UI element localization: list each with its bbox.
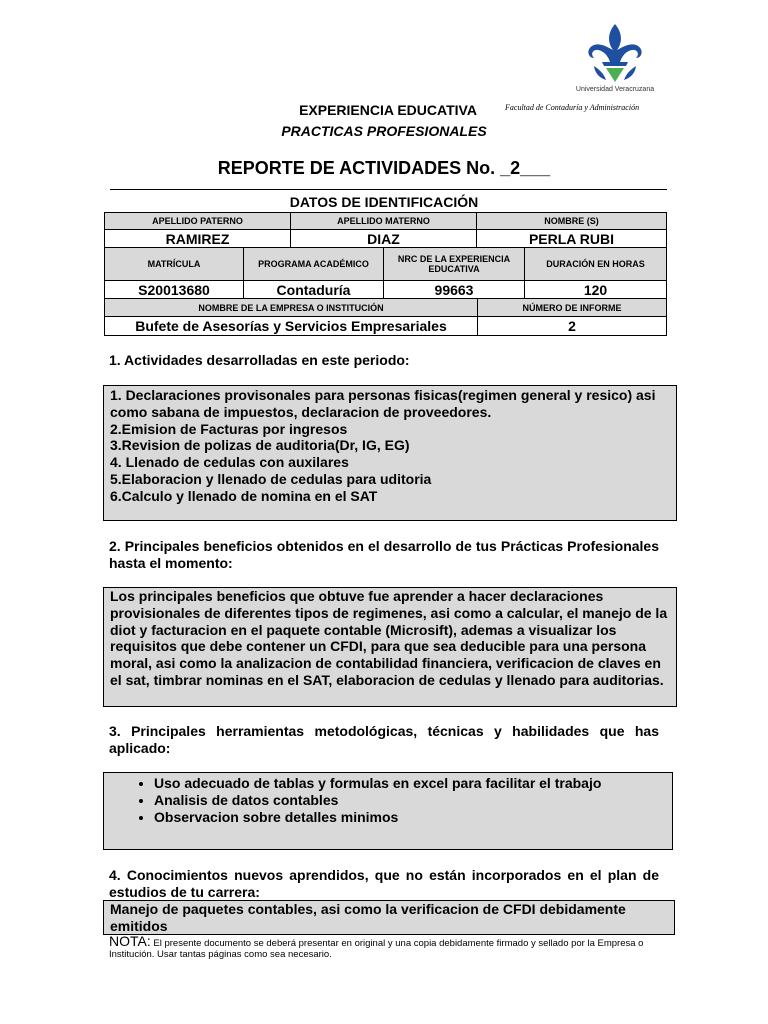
answer-3-list — [110, 775, 666, 825]
label-nrc: NRC DE LA EXPERIENCIA EDUCATIVA — [384, 248, 525, 281]
answer-2-box — [103, 587, 677, 707]
divider — [110, 189, 667, 190]
question-3: 3. Principales herramientas metodológicas, técnicas y habilidades que has aplicado: — [109, 723, 659, 756]
value-duracion: 120 — [525, 281, 667, 299]
faculty-name: Facultad de Contaduría y Administración — [505, 103, 640, 112]
value-apellido-paterno: RAMIREZ — [105, 230, 291, 248]
label-apellido-materno: APELLIDO MATERNO — [291, 213, 477, 230]
answer-4-text: Manejo de paquetes contables, asi como la verificacion de CFDI debidamente emitidos — [110, 901, 626, 934]
answer-1-line: 1. Declaraciones provisonales para personas fisicas(regimen general y resico) asi como sabana de impuestos, declaracion de proveedores. — [110, 387, 656, 420]
label-matricula: MATRÍCULA — [105, 248, 244, 281]
note-text: El presente documento se deberá presentar en original y una copia debidamente firmado y sellado por la Empresa o Institución. Usar tantas páginas como sea necesario. — [109, 938, 644, 960]
answer-1-line: 5.Elaboracion y llenado de cedulas para uditoria — [110, 470, 432, 487]
answer-2-text: Los principales beneficios que obtuve fue aprender a hacer declaraciones provisionales de diferentes tipos de regimenes, asi como a calcular, el manejo de la diot y facturacion en el paquete contable (Microsift), ademas a visualizar los requisitos que debe contener un CFDI, para que sea deducible para una persona moral, asi como la analizacion de contabilidad financiera, verificacion de claves en el sat, timbrar nominas en el SAT, elaboracion de cedulas y llenado para auditorias. — [110, 588, 668, 688]
list-item: • Uso adecuado de tablas y formulas en excel para facilitar el trabajo — [154, 775, 666, 792]
value-nrc: 99663 — [384, 281, 525, 299]
report-title: REPORTE DE ACTIVIDADES No. _2___ — [217, 158, 551, 178]
experience-subtitle: PRACTICAS PROFESIONALES — [281, 123, 487, 139]
answer-1-line: 3.Revision de polizas de auditoria(Dr, IG, EG) — [110, 437, 410, 454]
experience-title: EXPERIENCIA EDUCATIVA — [299, 102, 477, 118]
footer-note — [109, 933, 669, 960]
identification-table-names — [104, 212, 667, 248]
list-item: • Observacion sobre detalles minimos — [154, 809, 666, 826]
question-1: 1. Actividades desarrolladas en este periodo: — [109, 352, 410, 368]
value-empresa: Bufete de Asesorías y Servicios Empresariales — [105, 317, 478, 336]
answer-1-line: 2.Emision de Facturas por ingresos — [110, 420, 348, 437]
identification-table-program — [104, 247, 667, 299]
note-label: NOTA: — [109, 933, 151, 949]
answer-4-box — [103, 900, 675, 935]
university-logo — [560, 22, 670, 93]
label-nombre: NOMBRE (S) — [477, 213, 667, 230]
list-item: • Analisis de datos contables — [154, 792, 666, 809]
label-programa: PROGRAMA ACADÉMICO — [244, 248, 384, 281]
identification-table-company — [104, 298, 667, 336]
value-apellido-materno: DIAZ — [291, 230, 477, 248]
label-empresa: NOMBRE DE LA EMPRESA O INSTITUCIÓN — [105, 299, 478, 317]
flor-de-lis-icon — [580, 22, 650, 86]
value-nombre: PERLA RUBI — [477, 230, 667, 248]
label-duracion: DURACIÓN EN HORAS — [525, 248, 667, 281]
value-numero-informe: 2 — [478, 317, 667, 336]
answer-1-line: 4. Llenado de cedulas con auxilares — [110, 454, 349, 471]
label-numero-informe: NÚMERO DE INFORME — [478, 299, 667, 317]
identification-title: DATOS DE IDENTIFICACIÓN — [289, 194, 479, 210]
answer-1-box — [103, 385, 677, 521]
question-4: 4. Conocimientos nuevos aprendidos, que no están incorporados en el plan de estudios de tu carrera: — [109, 867, 659, 900]
university-name: Universidad Veracruzana — [575, 86, 655, 93]
value-matricula: S20013680 — [105, 281, 244, 299]
label-apellido-paterno: APELLIDO PATERNO — [105, 213, 291, 230]
answer-3-box — [103, 772, 673, 850]
answer-1-line: 6.Calculo y llenado de nomina en el SAT — [110, 487, 378, 504]
question-2: 2. Principales beneficios obtenidos en el desarrollo de tus Prácticas Profesionales hasta el momento: — [109, 538, 659, 571]
value-programa: Contaduría — [244, 281, 384, 299]
